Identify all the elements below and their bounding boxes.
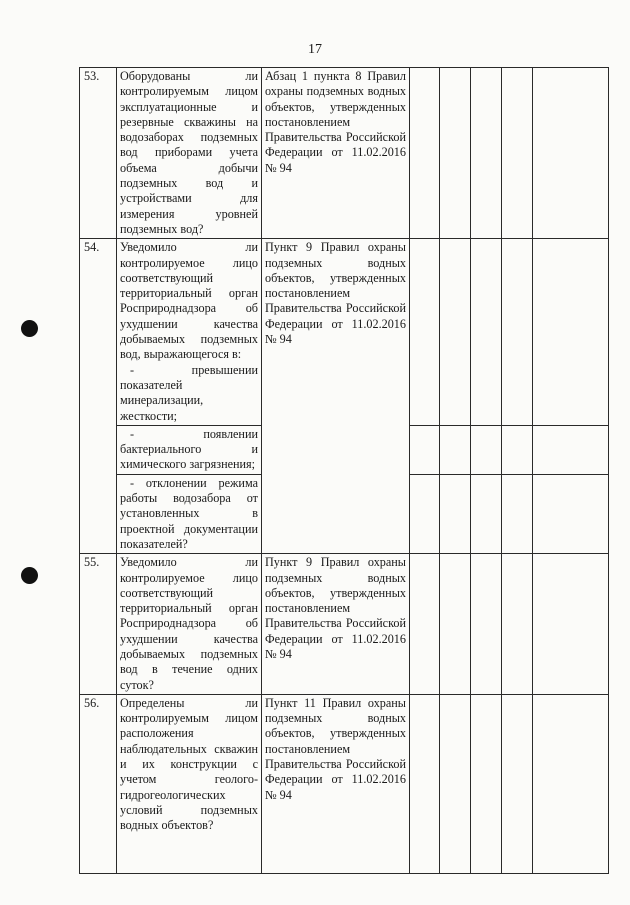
- sub-item: - появлении бактериального и химического загрязнения;: [117, 425, 262, 474]
- checklist-table: [79, 67, 609, 874]
- answer-cell: [471, 554, 502, 695]
- row-number: 54.: [80, 239, 117, 554]
- note-cell: [533, 425, 609, 474]
- answer-cell: [410, 68, 440, 239]
- answer-cell: [502, 694, 533, 873]
- answer-cell: [410, 474, 440, 553]
- punch-hole-mark: [21, 320, 38, 337]
- punch-hole-mark: [21, 567, 38, 584]
- reference-cell: Абзац 1 пункта 8 Правил охраны подземных водных объектов, утвержденных постановлением Правительства Российской Федерации от 11.02.2016 № 94: [262, 68, 410, 239]
- answer-cell: [440, 68, 471, 239]
- question-text: Уведомило ли контролируемое лицо соответствующий территориальный орган Росприроднадзора об ухудшении качества добываемых подземных вод, выражающегося в:: [120, 240, 258, 362]
- reference-cell: Пункт 11 Правил охраны подземных водных объектов, утвержденных постановлением Правительства Российской Федерации от 11.02.2016 № 94: [262, 694, 410, 873]
- row-number: 55.: [80, 554, 117, 695]
- answer-cell: [502, 474, 533, 553]
- answer-cell: [410, 694, 440, 873]
- note-cell: [533, 694, 609, 873]
- note-cell: [533, 68, 609, 239]
- note-cell: [533, 554, 609, 695]
- answer-cell: [410, 239, 440, 426]
- answer-cell: [410, 554, 440, 695]
- note-cell: [533, 239, 609, 426]
- answer-cell: [410, 425, 440, 474]
- answer-cell: [440, 554, 471, 695]
- answer-cell: [440, 239, 471, 426]
- answer-cell: [471, 425, 502, 474]
- answer-cell: [502, 68, 533, 239]
- answer-cell: [440, 425, 471, 474]
- reference-cell: Пункт 9 Правил охраны подземных водных объектов, утвержденных постановлением Правительства Российской Федерации от 11.02.2016 № 94: [262, 239, 410, 554]
- answer-cell: [502, 425, 533, 474]
- table-row: [80, 554, 609, 695]
- question-cell: Оборудованы ли контролируемым лицом эксплуатационные и резервные скважины на водозаборах подземных вод приборами учета объема добычи подземных вод и устройствами для измерения уровней подземных вод?: [117, 68, 262, 239]
- answer-cell: [471, 239, 502, 426]
- question-cell: [117, 239, 262, 426]
- answer-cell: [502, 554, 533, 695]
- row-number: 56.: [80, 694, 117, 873]
- table-row: [80, 68, 609, 239]
- page-number: 17: [308, 42, 322, 57]
- question-cell: Уведомило ли контролируемое лицо соответствующий территориальный орган Росприроднадзора об ухудшении качества добываемых подземных вод в течение одних суток?: [117, 554, 262, 695]
- answer-cell: [440, 694, 471, 873]
- answer-cell: [471, 68, 502, 239]
- question-cell: Определены ли контролируемым лицом расположения наблюдательных скважин и их конструкции с учетом геолого-гидрогеологических условий подземных водных объектов?: [117, 694, 262, 873]
- row-number: 53.: [80, 68, 117, 239]
- table-row: [80, 694, 609, 873]
- answer-cell: [502, 239, 533, 426]
- reference-cell: Пункт 9 Правил охраны подземных водных объектов, утвержденных постановлением Правительства Российской Федерации от 11.02.2016 № 94: [262, 554, 410, 695]
- answer-cell: [440, 474, 471, 553]
- note-cell: [533, 474, 609, 553]
- sub-item: - превышении показателей минерализации, жесткости;: [120, 362, 258, 423]
- sub-item: - отклонении режима работы водозабора от установленных в проектной документации показателей?: [117, 474, 262, 553]
- table-row: [80, 239, 609, 426]
- answer-cell: [471, 474, 502, 553]
- answer-cell: [471, 694, 502, 873]
